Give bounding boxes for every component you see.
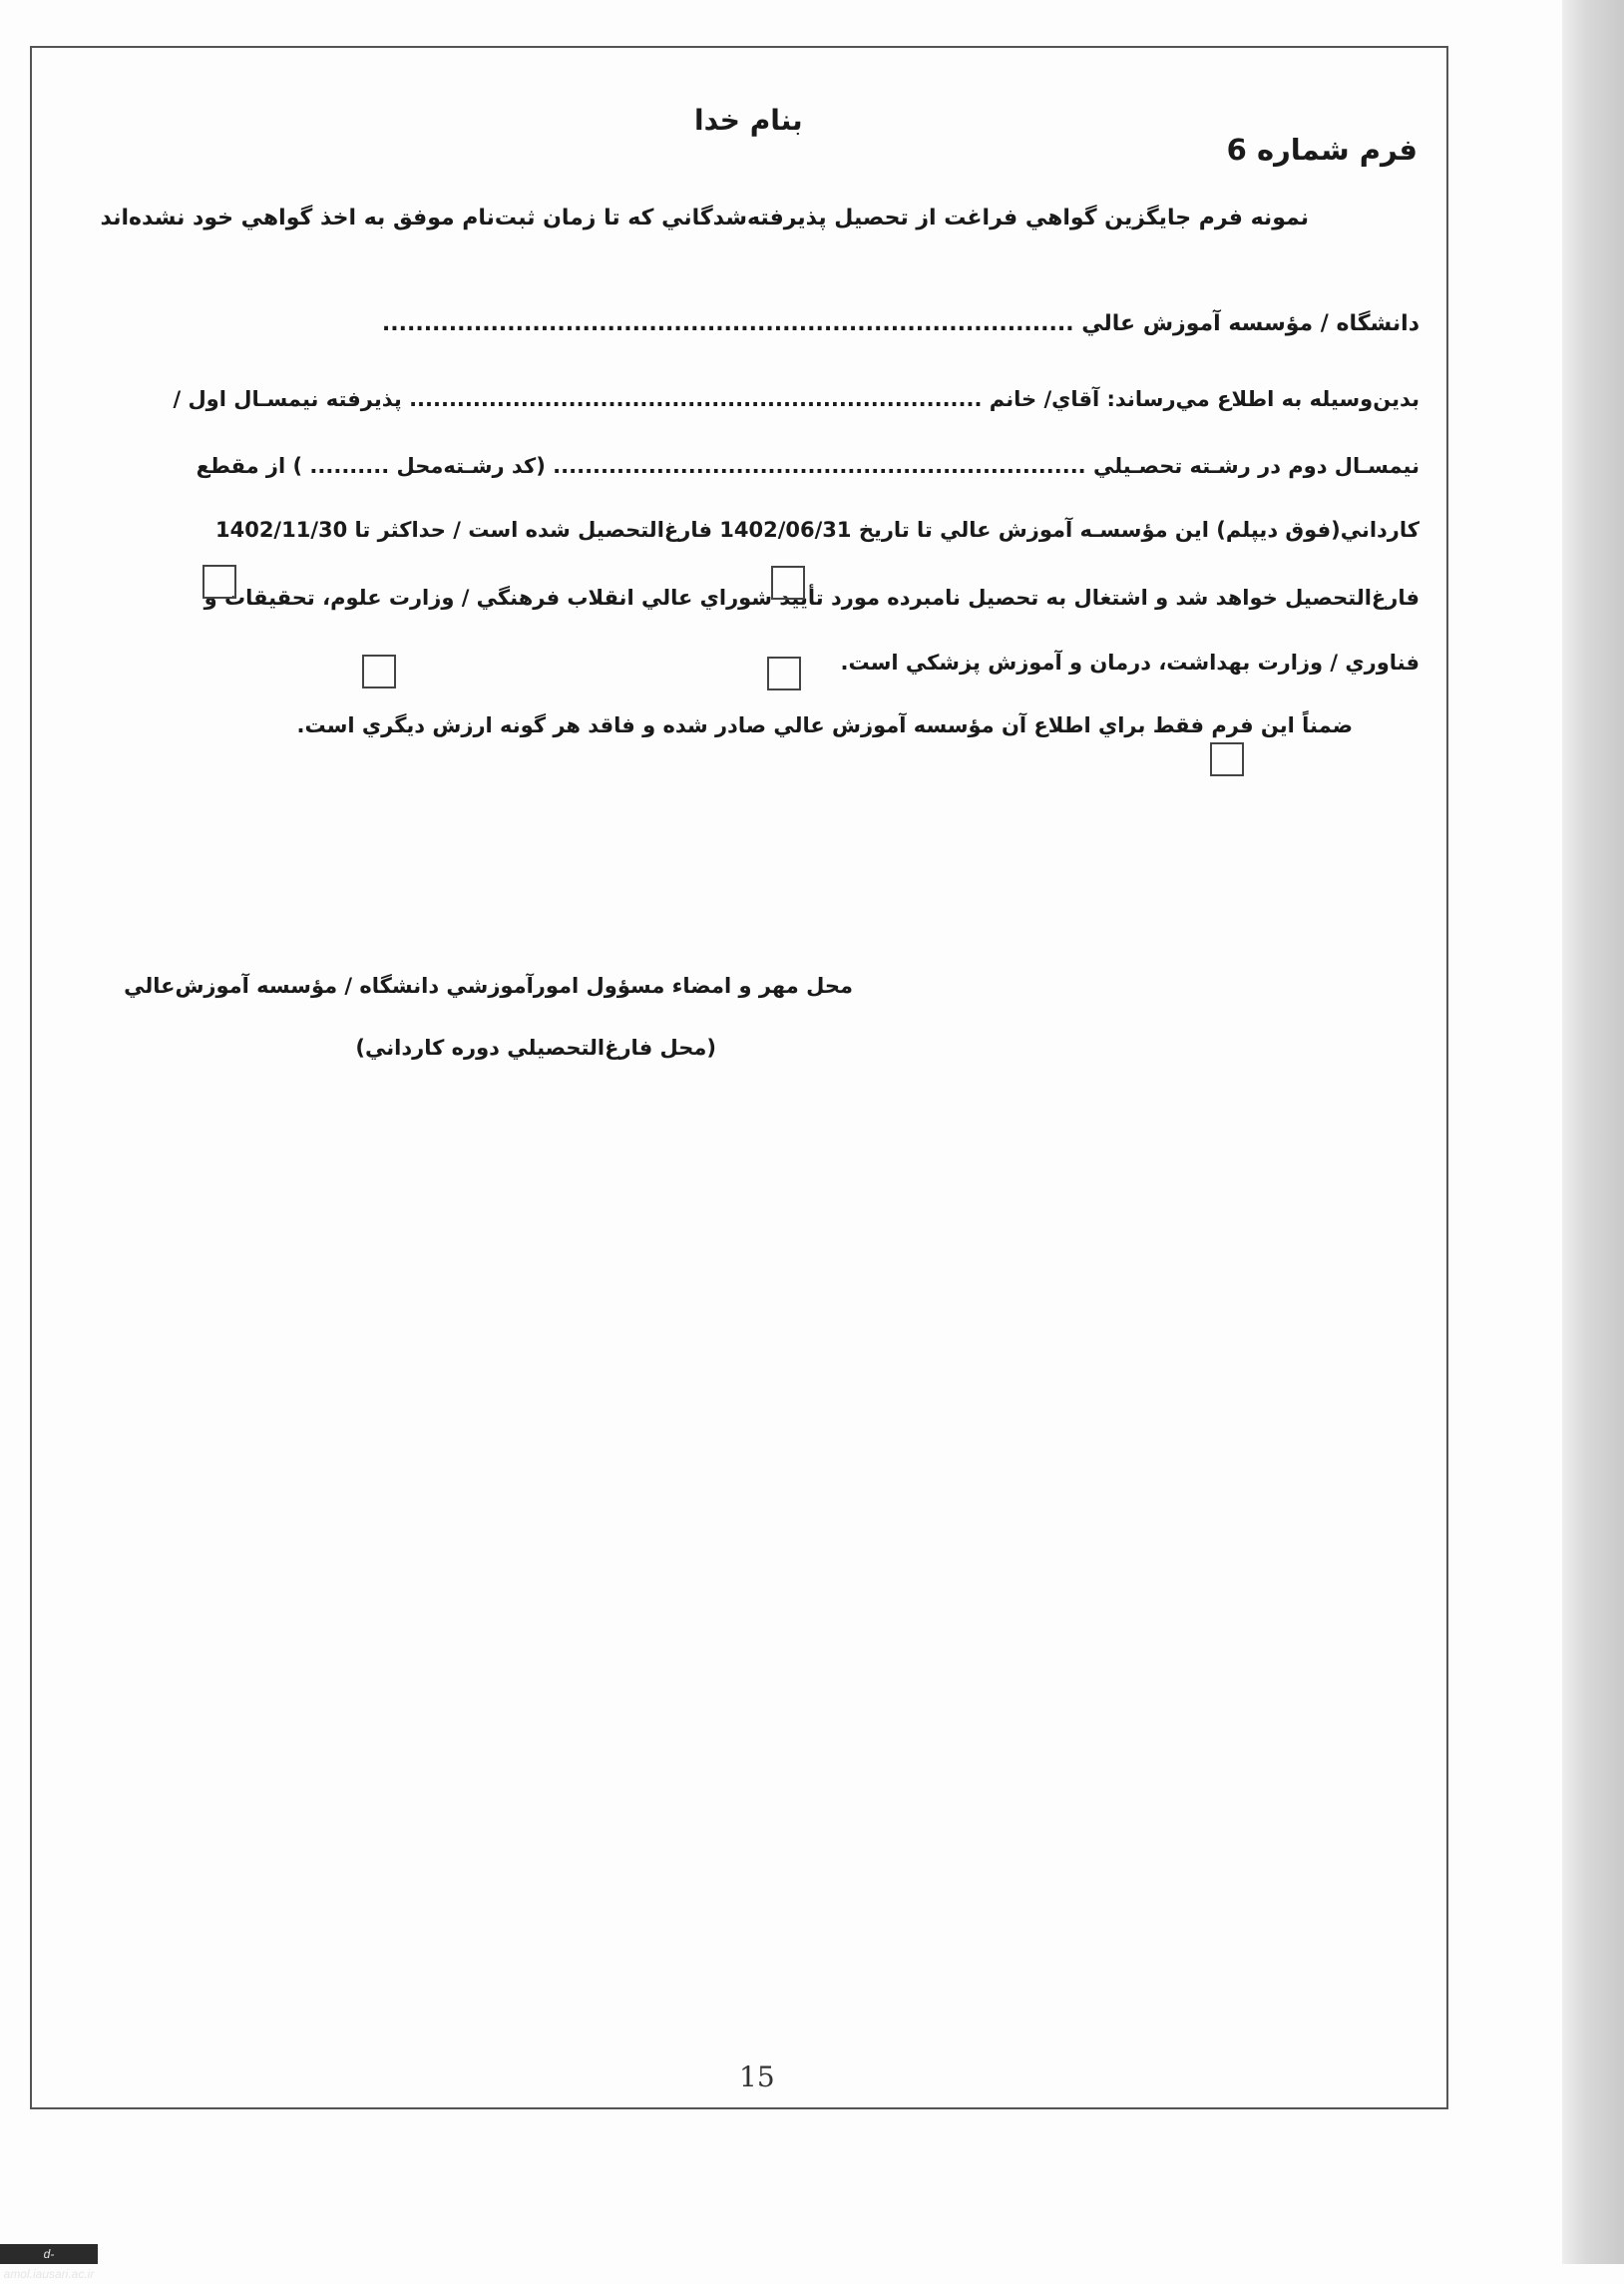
body-line-7: ضمناً اين فرم فقط براي اطلاع آن مؤسسه آموزش عالي صادر شده و فاقد هر گونه ارزش ديگري است. (296, 713, 1353, 737)
form-number: فرم شماره 6 (1226, 133, 1418, 167)
checkbox-health-ministry[interactable] (1210, 742, 1244, 776)
body-line-6: فناوري / وزارت بهداشت، درمان و آموزش پزشكي است. (840, 651, 1420, 675)
page-edge-shadow (1562, 0, 1624, 2264)
form-subtitle: نمونه فرم جايگزين گواهي فراغت از تحصيل پذيرفته‌شدگاني كه تا زمان ثبت‌نام موفق به اخذ گواهي خود نشده‌اند (100, 206, 1309, 230)
body-line-2: بدين‌وسيله به اطلاع مي‌رساند: آقاي/ خانم ........................................................................ پذيرفته نيمسـال اول / (173, 387, 1420, 411)
form-frame (30, 46, 1448, 2109)
body-line-3: نيمسـال دوم در رشـته تحصـيلي ................................................................... (كد رشـته‌محل .......... ) از مقطع (196, 454, 1420, 478)
checkbox-science-ministry[interactable] (771, 566, 805, 600)
body-line-4: كارداني(فوق ديپلم) اين مؤسسـه آموزش عالي تا تاريخ 1402/06/31 فارغ‌التحصيل شده است / حداكثر تا 1402/11/30 (214, 518, 1420, 542)
signature-line-1: محل مهر و امضاء مسؤول امورآموزشي دانشگاه / مؤسسه آموزش‌عالي (124, 974, 853, 998)
checkbox-graduated[interactable] (362, 655, 396, 688)
checkbox-max-date[interactable] (203, 565, 236, 599)
body-line-5: فارغ‌التحصيل خواهد شد و اشتغال به تحصيل نامبرده مورد تأييد شوراي عالي انقلاب فرهنگي / وزارت علوم، تحقيقات و (203, 586, 1420, 610)
bismillah-heading: بنام خدا (694, 104, 803, 137)
source-watermark: d-amol.iausari.ac.ir (0, 2244, 98, 2264)
signature-line-2: (محل فارغ‌التحصيلي دوره كارداني) (355, 1036, 716, 1060)
page-number: 15 (739, 2060, 775, 2093)
university-line: دانشگاه / مؤسسه آموزش عالي ................................................................................... (381, 311, 1420, 336)
checkbox-revolution-council[interactable] (767, 657, 801, 690)
